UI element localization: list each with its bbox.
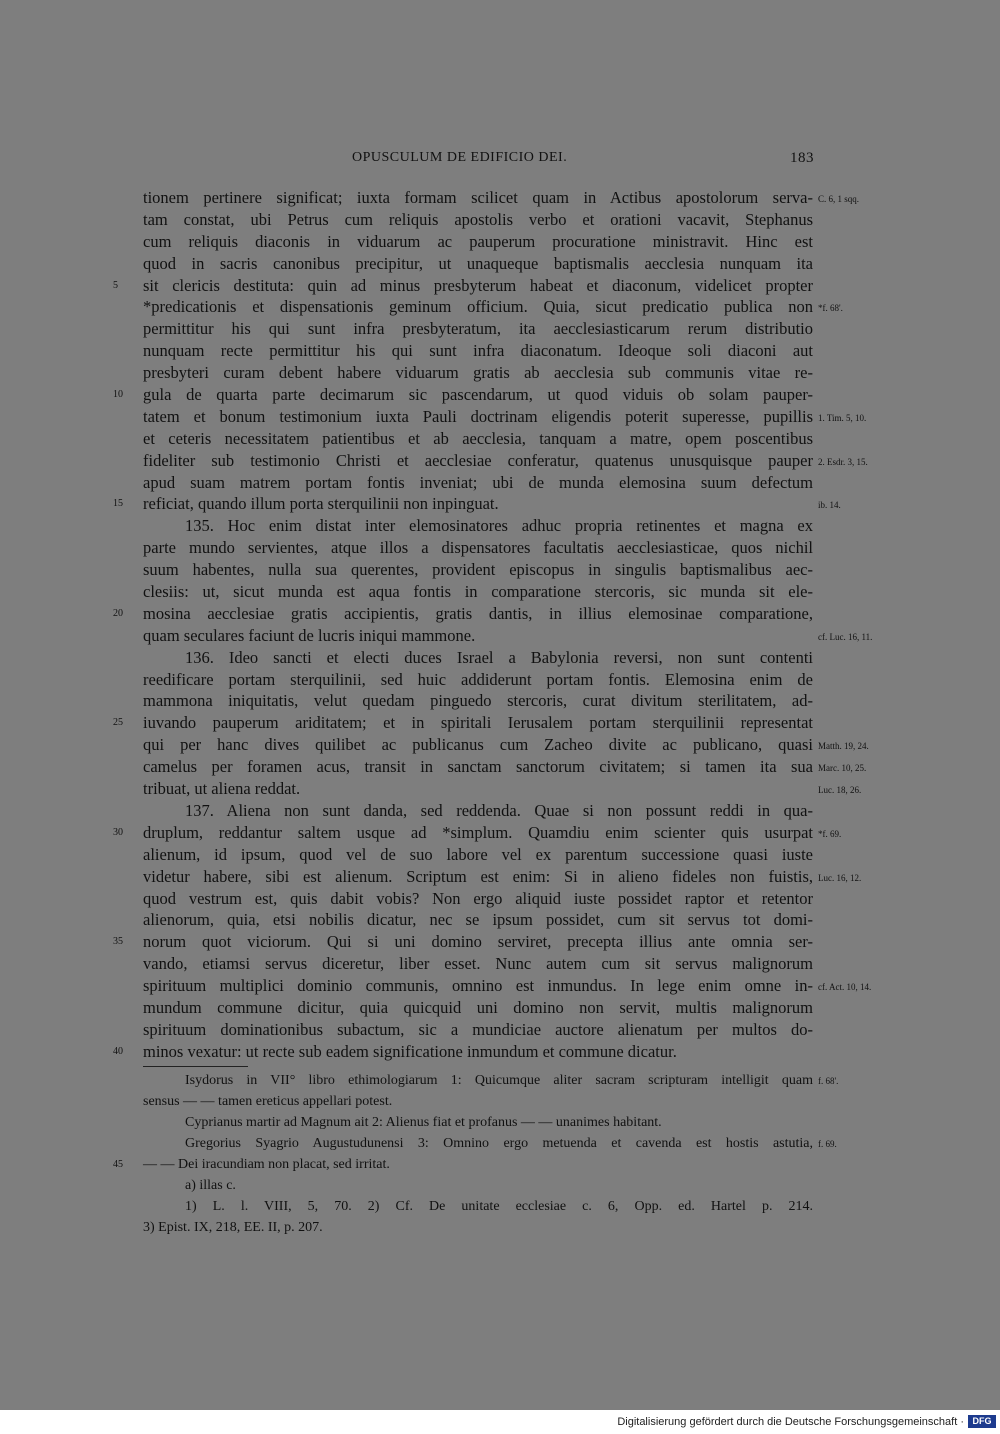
line-text: clesiis: ut, sicut munda est aqua fontis in comparatione stercoris, sic munda sit ele- (143, 582, 813, 602)
text-line (143, 559, 813, 581)
dfg-logo: DFG (968, 1415, 996, 1428)
dfg-credit: Digitalisierung gefördert durch die Deutsche Forschungsgemeinschaft · (617, 1416, 964, 1428)
text-line (113, 931, 813, 953)
text-line (143, 340, 813, 362)
text-line (143, 909, 813, 931)
text-line (143, 734, 869, 756)
line-text: Isydorus in VII° libro ethimologiarum 1: Quicumque aliter sacram scripturam intelligit quam (185, 1073, 813, 1088)
line-text: mosina aecclesiae gratis accipientis, gratis dantis, in illius elemosinae comparatione, (143, 603, 813, 623)
line-text: mammona iniquitatis, velut quedam pinguedo stercoris, curat divitum sterilitatem, ad- (143, 691, 813, 711)
footnote-rule (143, 1066, 248, 1067)
line-text: iuvando pauperum ariditatem; et in spiritali Ierusalem portam sterquilinii representat (143, 713, 813, 733)
line-text: fideliter sub testimonio Christi et aecclesiae conferatur, quatenus unusquisque pauper (143, 450, 813, 470)
footnote-line (143, 1091, 813, 1112)
text-line (143, 844, 813, 866)
text-line (143, 1019, 813, 1041)
line-number: 10 (113, 389, 123, 401)
margin-reference: C. 6, 1 sqq. (818, 194, 860, 204)
line-text: *predicationis et dispensationis geminum officium. Quia, sicut predicatio publica non (143, 297, 813, 317)
line-number: 20 (113, 607, 123, 619)
line-text: quod vestrum est, quis dabit vobis? Non ergo aliquid iuste possidet raptor et retentor (143, 888, 813, 908)
text-line (143, 450, 868, 472)
text-line (143, 778, 862, 800)
text-line (143, 866, 862, 888)
line-number: 30 (113, 826, 123, 838)
line-text: videtur habere, sibi est alienum. Scriptum est enim: Si in alieno fideles non fuistis, (143, 866, 813, 886)
margin-reference: f. 69. (818, 1139, 837, 1149)
line-text: 1) L. l. VIII, 5, 70. 2) Cf. De unitate ecclesiae c. 6, Opp. ed. Hartel p. 214. (185, 1199, 813, 1214)
line-text: — — Dei iracundiam non placat, sed irritat. (143, 1157, 390, 1172)
footnote-line (113, 1154, 813, 1175)
margin-reference: Marc. 10, 25. (818, 763, 867, 774)
text-line (113, 493, 841, 515)
footnote-line (143, 1217, 813, 1238)
line-text: a) illas c. (185, 1178, 236, 1193)
margin-reference: *f. 68'. (818, 303, 843, 314)
text-line (143, 537, 813, 559)
text-line (143, 581, 813, 603)
footnote-line (143, 1196, 813, 1217)
footnote-line (143, 1133, 837, 1154)
margin-reference: Luc. 16, 12. (818, 872, 862, 883)
line-text: Cyprianus martir ad Magnum ait 2: Alienus fiat et profanus — — unanimes habitant. (185, 1115, 662, 1130)
text-line (143, 800, 813, 822)
digitization-footer (0, 1410, 1000, 1434)
line-text: nunquam recte permittitur his qui sunt infra diaconatum. Ideoque soli diaconi aut (143, 341, 813, 361)
line-text: spirituum dominationibus subactum, sic a mundiciae auctore alienatum per multos do- (143, 1019, 813, 1039)
text-line (113, 1041, 813, 1063)
text-line (143, 231, 813, 253)
margin-reference: cf. Act. 10, 14. (818, 982, 872, 993)
line-text: 3) Epist. IX, 218, EE. II, p. 207. (143, 1220, 323, 1235)
margin-reference: *f. 69. (818, 828, 842, 839)
line-number: 15 (113, 498, 123, 510)
margin-reference: 1. Tim. 5, 10. (818, 412, 867, 423)
line-text: tatem et bonum testimonium iuxta Pauli doctrinam eligendis poterit superesse, pupillis (143, 406, 813, 426)
text-line (113, 384, 813, 406)
text-line (143, 515, 813, 537)
line-text: tionem pertinere significat; iuxta formam scilicet quam in Actibus apostolorum serva- (143, 188, 813, 207)
line-text: sensus — — tamen ereticus appellari potest. (143, 1094, 393, 1109)
margin-reference: 2. Esdr. 3, 15. (818, 456, 868, 467)
line-text: alienorum, quia, etsi nobilis dicatur, nec se ipsum possidet, cum sit servus tot domi- (143, 910, 813, 930)
line-text: Gregorius Syagrio Augustudunensi 3: Omnino ergo metuenda et cavenda est hostis astutia, (185, 1136, 813, 1151)
line-text: tam constat, ubi Petrus cum reliquis apostolis verbo et orationi vacavit, Stephanus (143, 209, 813, 229)
line-text: 136. Ideo sancti et electi duces Israel a Babylonia reversi, non sunt contenti (185, 647, 813, 667)
footnote-line (143, 1070, 839, 1091)
footnote-line (143, 1112, 813, 1133)
line-text: gula de quarta parte decimarum sic pascendarum, ut quod viduis ob solam pauper- (143, 385, 813, 405)
text-line (143, 756, 867, 778)
text-line (143, 296, 843, 318)
text-line (143, 209, 813, 231)
text-line (143, 997, 813, 1019)
text-line (143, 888, 813, 910)
footnote-line (143, 1175, 813, 1196)
text-line (113, 822, 842, 844)
text-line (143, 975, 872, 997)
running-header (142, 150, 814, 172)
text-line (113, 712, 813, 734)
margin-reference: f. 68'. (818, 1076, 839, 1086)
line-text: minos vexatur: ut recte sub eadem significatione inmundum et commune dicatur. (143, 1041, 677, 1061)
text-line (143, 647, 813, 669)
text-line (143, 428, 813, 450)
text-line (143, 625, 873, 647)
line-text: sit clericis destituta: quin ad minus presbyterum habeat et diaconum, videlicet propter (143, 275, 813, 295)
margin-reference: ib. 14. (818, 500, 841, 511)
margin-reference: Luc. 18, 26. (818, 785, 862, 796)
line-text: 137. Aliena non sunt danda, sed reddenda. Quae si non possunt reddi in qua- (185, 800, 813, 820)
line-text: quam seculares faciunt de lucris iniqui mammone. (143, 625, 476, 645)
text-line (113, 603, 813, 625)
line-text: cum reliquis diaconis in viduarum ac pauperum procuratione ministravit. Hinc est (143, 231, 813, 251)
line-text: suum habentes, nulla sua querentes, provident episcopus in singulis baptismalibus aec- (143, 560, 813, 580)
line-text: quod in sacris canonibus precipitur, ut unaqueque baptismalis aecclesia nunquam ita (143, 253, 813, 273)
text-line (143, 406, 867, 428)
running-title: OPUSCULUM DE EDIFICIO DEI. (352, 150, 568, 165)
line-text: reficiat, quando illum porta sterquilinii non inpinguat. (143, 494, 499, 514)
line-text: druplum, reddantur saltem usque ad *simplum. Quamdiu enim scienter quis usurpat (143, 822, 813, 842)
margin-reference: cf. Luc. 16, 11. (818, 631, 873, 642)
margin-reference: Matth. 19, 24. (818, 741, 869, 752)
line-text: norum quot viciorum. Qui si uni domino serviret, precepta illius ante omnia ser- (143, 932, 813, 952)
line-text: 135. Hoc enim distat inter elemosinatores adhuc propria retinentes et magna ex (185, 516, 813, 536)
line-number: 35 (113, 936, 123, 948)
text-line (143, 187, 860, 209)
text-line (143, 669, 813, 691)
line-text: reedificare portam sterquilinii, sed huic addiderunt portam fontis. Elemosina enim de (143, 669, 813, 689)
line-number: 25 (113, 717, 123, 729)
text-line (143, 362, 813, 384)
text-line (113, 275, 813, 297)
line-text: qui per hanc dives quilibet ac publicanus cum Zacheo divite ac publicano, quasi (143, 735, 813, 755)
page-number: 183 (790, 150, 814, 166)
line-text: apud suam matrem portam fontis inveniat; ubi de munda elemosina suum defectum (143, 472, 813, 492)
line-text: tribuat, ut aliena reddat. (143, 779, 301, 799)
text-line (143, 953, 813, 975)
text-line (143, 253, 813, 275)
line-text: spirituum multiplici dominio communis, omnino est inmundus. In lege enim omne in- (143, 976, 813, 996)
footnotes (113, 1070, 839, 1238)
line-number: 40 (113, 1045, 123, 1057)
line-text: camelus per foramen acus, transit in sanctam sanctorum civitatem; si tamen ita sua (143, 757, 813, 777)
line-text: et ceteris necessitatem patientibus et ab aecclesia, tanquam a matre, opem poscentibus (143, 428, 813, 448)
text-line (143, 318, 813, 340)
line-text: presbyteri curam debent habere viduarum gratis ab aecclesia sub communis vitae re- (143, 363, 813, 383)
text-line (143, 690, 813, 712)
main-text (113, 187, 873, 1063)
line-text: mundum commune dicitur, quia quicquid uni domino non servit, multis malignorum (143, 997, 813, 1017)
line-text: parte mundo servientes, atque illos a dispensatores facultatis aecclesiasticae, quos nichil (143, 538, 813, 558)
line-text: alienum, id ipsum, quod vel de suo labore vel ex parentum successione quasi iuste (143, 844, 813, 864)
line-text: permittitur his qui sunt infra presbyteratum, ita aecclesiasticarum rerum distributio (143, 319, 813, 339)
line-number: 45 (113, 1159, 123, 1170)
line-number: 5 (113, 279, 118, 291)
text-line (143, 472, 813, 494)
line-text: vando, etiamsi servus diceretur, liber esset. Nunc autem cum sit servus malignorum (143, 954, 813, 974)
